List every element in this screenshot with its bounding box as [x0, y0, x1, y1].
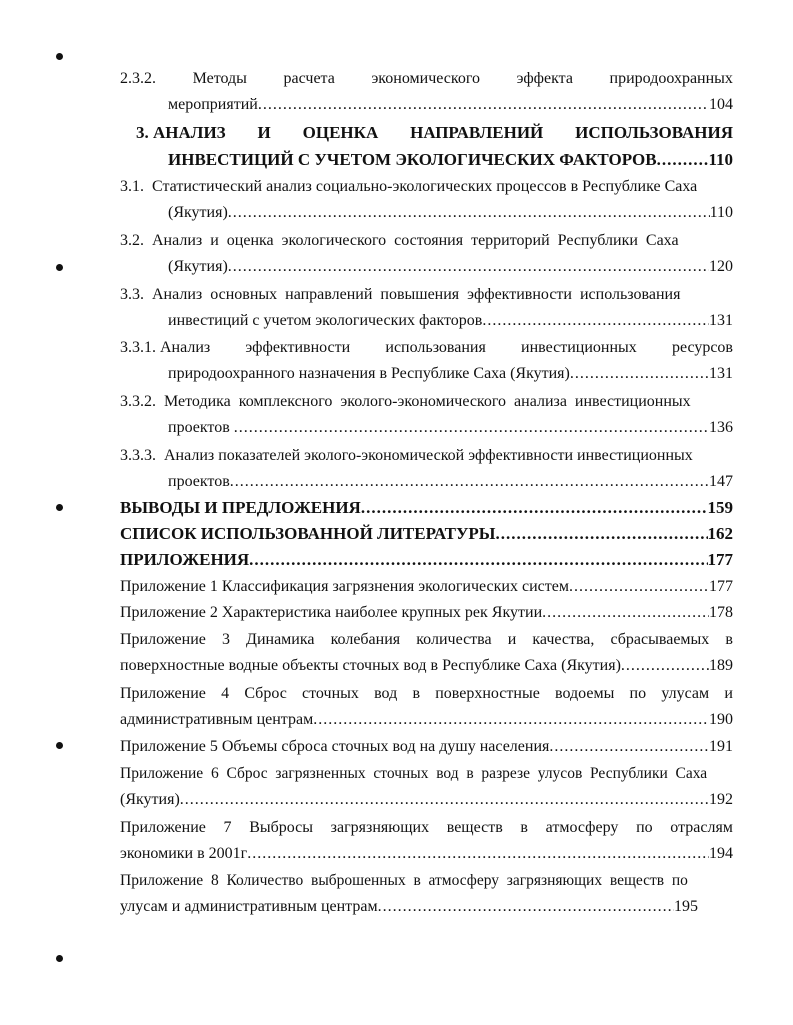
toc-conclusions — [120, 495, 733, 521]
toc-entry-title: проектов — [168, 419, 234, 436]
toc-word: веществ — [446, 819, 503, 836]
toc-entry-3-3-3-line2 — [168, 469, 733, 495]
toc-appendix-5 — [120, 734, 733, 760]
toc-leader-dots — [234, 415, 709, 441]
toc-page-number: 159 — [707, 498, 733, 517]
toc-word: 3 — [221, 631, 230, 648]
toc-leader-dots — [249, 547, 707, 573]
toc-appendices — [120, 547, 733, 573]
toc-word: сточных — [302, 685, 359, 702]
toc-word: 3. АНАЛИЗ — [136, 123, 226, 142]
toc-entry-title: мероприятий — [168, 96, 258, 113]
toc-entry-2-3-2-line1 — [120, 66, 733, 92]
toc-word: загрязняющих — [330, 819, 430, 836]
toc-word: сбрасываемых — [610, 631, 710, 648]
toc-page-number: 162 — [707, 524, 733, 543]
toc-entry-title: ПРИЛОЖЕНИЯ — [120, 550, 250, 569]
toc-word: Приложение — [120, 685, 206, 702]
toc-entry-3-1-line2 — [168, 200, 733, 226]
toc-entry-2-3-2-line2 — [168, 92, 733, 118]
toc-entry-title: природоохранного назначения в Республике Саха (Якутия) — [168, 365, 570, 382]
toc-word: Сброс — [244, 685, 287, 702]
toc-entry-title: Приложение 2 Характеристика наиболее крупных рек Якутии — [120, 604, 543, 621]
toc-word: ИСПОЛЬЗОВАНИЯ — [575, 123, 733, 142]
toc-word: Динамика — [246, 631, 315, 648]
toc-word: ресурсов — [671, 339, 733, 356]
punch-hole-mark — [56, 742, 63, 749]
toc-word: в — [725, 631, 733, 648]
toc-page-number: 192 — [709, 791, 733, 808]
toc-page-number: 177 — [709, 578, 733, 595]
toc-entry-3-3-1-line2 — [168, 361, 733, 387]
toc-entry-title: (Якутия) — [120, 791, 180, 808]
toc-word: эффекта — [516, 70, 573, 87]
toc-leader-dots — [313, 707, 709, 733]
toc-word: количества — [416, 631, 492, 648]
toc-word: И — [257, 123, 271, 142]
toc-leader-dots — [542, 600, 709, 626]
toc-chapter-3-line2 — [168, 147, 733, 173]
toc-word: по — [636, 819, 653, 836]
toc-word: качества, — [532, 631, 595, 648]
toc-entry-3-3-line1: 3.3. Анализ основных направлений повышения эффективности использования — [120, 286, 681, 303]
toc-appendix-3-line1 — [120, 627, 733, 653]
toc-leader-dots — [657, 147, 709, 173]
toc-entry-3-3-line2 — [168, 308, 733, 334]
toc-word: Приложение — [120, 819, 206, 836]
toc-leader-dots — [258, 92, 709, 118]
toc-word: НАПРАВЛЕНИЙ — [410, 123, 544, 142]
toc-entry-3-3-2-line2 — [168, 415, 733, 441]
toc-entry-3-3-2-line1: 3.3.2. Методика комплексного эколого-экономического анализа инвестиционных — [120, 393, 691, 410]
toc-appendix-7-line1 — [120, 815, 733, 841]
toc-word: ОЦЕНКА — [302, 123, 379, 142]
toc-entry-title: (Якутия) — [168, 204, 228, 221]
toc-page-number: 178 — [709, 604, 733, 621]
toc-word: 7 — [223, 819, 232, 836]
toc-entry-title: поверхностные водные объекты сточных вод в Республике Саха (Якутия) — [120, 657, 621, 674]
toc-entry-3-2-line2 — [168, 254, 733, 280]
toc-entry-title: Приложение 5 Объемы сброса сточных вод на душу населения — [120, 738, 550, 755]
toc-bibliography — [120, 521, 733, 547]
toc-entry-title: СПИСОК ИСПОЛЬЗОВАННОЙ ЛИТЕРАТУРЫ — [120, 524, 496, 543]
toc-word: отраслям — [670, 819, 733, 836]
toc-word: инвестиционных — [521, 339, 637, 356]
toc-word: в — [520, 819, 528, 836]
toc-page-number: 104 — [709, 96, 733, 113]
toc-entry-title: инвестиций с учетом экологических факторов — [168, 312, 483, 329]
toc-word: водоемы — [555, 685, 615, 702]
toc-chapter-3-line1 — [136, 120, 733, 146]
toc-appendix-7-line2 — [120, 841, 733, 867]
toc-leader-dots — [247, 841, 709, 867]
toc-word: колебания — [330, 631, 401, 648]
punch-hole-mark — [56, 504, 63, 511]
toc-entry-3-3-3-line1: 3.3.3. Анализ показателей эколого-экономической эффективности инвестиционных — [120, 447, 693, 464]
toc-word: вод — [374, 685, 398, 702]
toc-page-number: 177 — [707, 550, 733, 569]
toc-entry-title: экономики в 2001г — [120, 845, 248, 862]
toc-leader-dots — [621, 653, 709, 679]
toc-entry-title: ВЫВОДЫ И ПРЕДЛОЖЕНИЯ — [120, 498, 361, 517]
toc-word: Приложение — [120, 631, 206, 648]
toc-word: 3.3.1. Анализ — [120, 339, 211, 356]
toc-leader-dots — [378, 894, 674, 920]
toc-entry-3-1-line1: 3.1. Статистический анализ социально-экологических процессов в Республике Саха — [120, 178, 698, 195]
toc-appendix-2 — [120, 600, 733, 626]
toc-appendix-8-line2 — [120, 894, 698, 920]
toc-page-number: 195 — [674, 898, 698, 915]
toc-entry-3-2-line1: 3.2. Анализ и оценка экологического состояния территорий Республики Саха — [120, 232, 679, 249]
toc-leader-dots — [496, 521, 708, 547]
toc-appendix-6-line1: Приложение 6 Сброс загрязненных сточных вод в разрезе улусов Республики Саха — [120, 765, 708, 782]
toc-word: в — [412, 685, 420, 702]
toc-appendix-4-line2 — [120, 707, 733, 733]
toc-word: и — [724, 685, 733, 702]
toc-word: поверхностные — [435, 685, 540, 702]
punch-hole-mark — [56, 264, 63, 271]
toc-word: атмосферу — [545, 819, 619, 836]
toc-leader-dots — [228, 254, 709, 280]
toc-leader-dots — [569, 574, 709, 600]
toc-page-number: 136 — [709, 419, 733, 436]
toc-word: эффективности — [245, 339, 351, 356]
toc-leader-dots — [570, 361, 709, 387]
toc-word: 4 — [221, 685, 230, 702]
toc-leader-dots — [361, 495, 708, 521]
toc-entry-title: проектов — [168, 473, 230, 490]
toc-leader-dots — [228, 200, 710, 226]
toc-word: экономического — [371, 70, 480, 87]
toc-page-number: 147 — [709, 473, 733, 490]
toc-appendix-6-line2 — [120, 787, 733, 813]
toc-page-number: 131 — [709, 312, 733, 329]
toc-word: расчета — [283, 70, 335, 87]
toc-word: по — [629, 685, 647, 702]
toc-page-number: 190 — [709, 711, 733, 728]
toc-page-number: 110 — [709, 204, 733, 221]
toc-word: Выбросы — [249, 819, 313, 836]
toc-page-number: 131 — [709, 365, 733, 382]
toc-entry-title: (Якутия) — [168, 258, 228, 275]
toc-appendix-1 — [120, 574, 733, 600]
toc-entry-title: административным центрам — [120, 711, 314, 728]
punch-hole-mark — [56, 955, 63, 962]
toc-page-number: 189 — [709, 657, 733, 674]
toc-entry-title: ИНВЕСТИЦИЙ С УЧЕТОМ ЭКОЛОГИЧЕСКИХ ФАКТОРОВ — [168, 150, 657, 169]
toc-page-number: 120 — [709, 258, 733, 275]
toc-appendix-4-line1 — [120, 681, 733, 707]
toc-entry-3-3-1-line1 — [120, 335, 733, 361]
toc-word: улусам — [661, 685, 710, 702]
toc-entry-title: Приложение 1 Классификация загрязнения экологических систем — [120, 578, 569, 595]
toc-word: и — [507, 631, 517, 648]
toc-page-number: 194 — [709, 845, 733, 862]
toc-word: Методы — [192, 70, 247, 87]
toc-leader-dots — [549, 734, 709, 760]
toc-appendix-8-line1: Приложение 8 Количество выброшенных в атмосферу загрязняющих веществ по — [120, 872, 688, 889]
toc-entry-title: улусам и административным центрам — [120, 898, 378, 915]
toc-page-number: 191 — [709, 738, 733, 755]
toc-word: использования — [385, 339, 486, 356]
toc-word: природоохранных — [609, 70, 733, 87]
toc-leader-dots — [482, 308, 709, 334]
toc-leader-dots — [230, 469, 709, 495]
punch-hole-mark — [56, 53, 63, 60]
toc-page-number: 110 — [708, 150, 733, 169]
toc-appendix-3-line2 — [120, 653, 733, 679]
toc-leader-dots — [180, 787, 709, 813]
toc-word: 2.3.2. — [120, 70, 156, 87]
